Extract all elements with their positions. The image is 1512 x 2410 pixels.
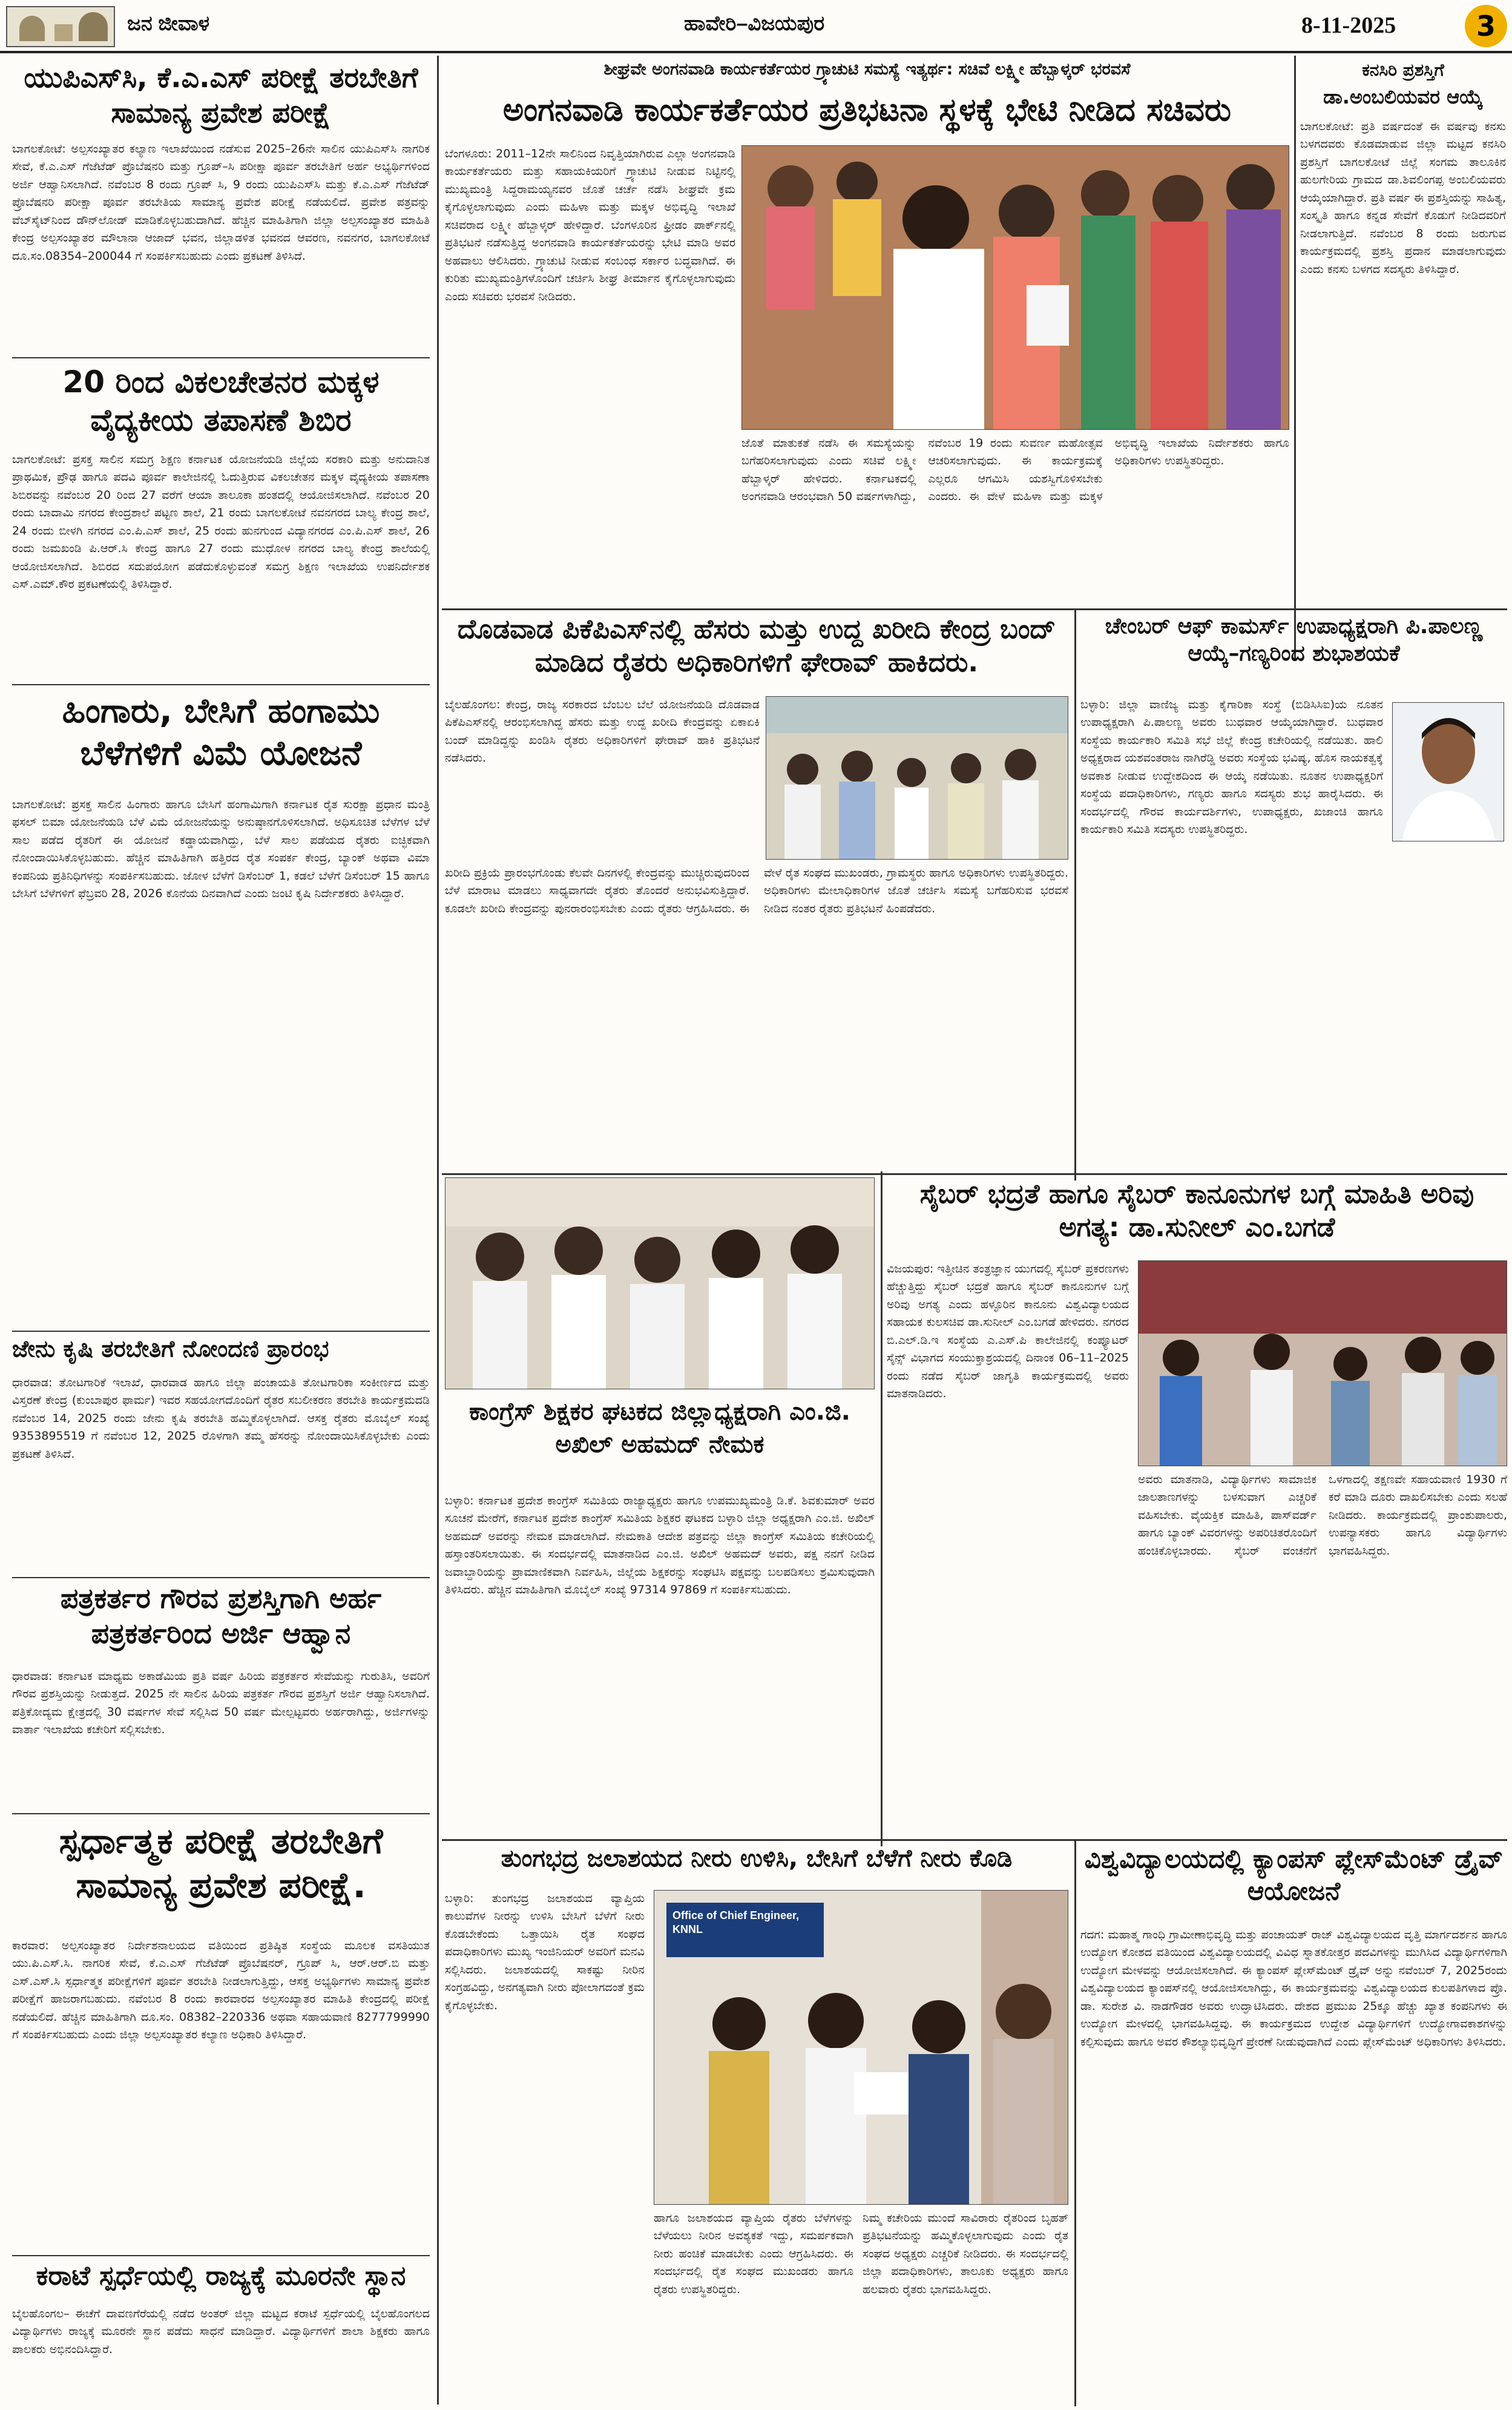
b2-body-b: ಖರೀದಿ ಪ್ರಕ್ರಿಯೆ ಪ್ರಾರಂಭಗೊಂಡು ಕೆಲವೇ ದಿನಗಳಲ್ಲಿ ಕೇಂದ್ರವನ್ನು ಮುಚ್ಚಿರುವುದರಿಂದ ಬೆಳೆ ಮಾರಾಟ ಮಾಡಲು ಸಾಧ್ಯವಾಗದೇ ರೈತರು ತೊಂದರೆ ಅನುಭವಿಸುತ್ತಿದ್ದಾರೆ. ಕೂಡಲೇ ಖರೀದಿ ಕೇಂದ್ರವನ್ನು ಪುನರಾರಂಭಿಸಬೇಕು ಎಂದು ರೈತರು ಆಗ್ರಹಿಸಿದರು. ಈ ವೇಳೆ ರೈತ ಸಂಘದ ಮುಖಂಡರು, ಗ್ರಾಮಸ್ಥರು ಹಾಗೂ ಅಧಿಕಾರಿಗಳು ಉಪಸ್ಥಿತರಿದ್ದರು. ಅಧಿಕಾರಿಗಳು ಮೇಲಾಧಿಕಾರಿಗಳ ಜೊತೆ ಚರ್ಚಿಸಿ ಸಮಸ್ಯೆ ಬಗೆಹರಿಸುವ ಭರವಸೆ ನೀಡಿದ ನಂತರ ರೈತರು ಪ್ರತಿಭಟನೆ ಹಿಂಪಡೆದರು. xyxy=(445,866,1068,915)
c1-body: ಬಳ್ಳಾರಿ: ಕರ್ನಾಟಕ ಪ್ರದೇಶ ಕಾಂಗ್ರೆಸ್ ಸಮಿತಿಯ ರಾಜ್ಯಾಧ್ಯಕ್ಷರು ಹಾಗೂ ಉಪಮುಖ್ಯಮಂತ್ರಿ ಡಿ.ಕೆ. ಶಿವಕುಮಾರ್ ಅವರ ಸೂಚನೆ ಮೇರೆಗೆ, ಕರ್ನಾಟಕ ಪ್ರದೇಶ ಕಾಂಗ್ರೆಸ್ ಸಮಿತಿಯ ಶಿಕ್ಷಕರ ಘಟಕದ ಬಳ್ಳಾರಿ ಜಿಲ್ಲಾ ಅಧ್ಯಕ್ಷರಾಗಿ ಎಂ.ಜಿ. ಅಖಿಲ್ ಅಹಮದ್ ಅವರನ್ನು ನೇಮಕ ಮಾಡಲಾಗಿದೆ. ನೇಮಕಾತಿ ಆದೇಶ ಪತ್ರವನ್ನು ಜಿಲ್ಲಾ ಕಾಂಗ್ರೆಸ್ ಸಮಿತಿಯ ಕಚೇರಿಯಲ್ಲಿ ಹಸ್ತಾಂತರಿಸಲಾಯಿತು. ಈ ಸಂದರ್ಭದಲ್ಲಿ ಮಾತನಾಡಿದ ಎಂ.ಜಿ. ಅಖಿಲ್ ಅಹಮದ್ ಅವರು, ಪಕ್ಷ ನನಗೆ ನೀಡಿದ ಜವಾಬ್ದಾರಿಯನ್ನು ಪ್ರಾಮಾಣಿಕವಾಗಿ ನಿರ್ವಹಿಸಿ, ಜಿಲ್ಲೆಯ ಶಿಕ್ಷಕರನ್ನು ಸಂಘಟಿಸಿ ಪಕ್ಷವನ್ನು ಬಲಪಡಿಸಲು ಶ್ರಮಿಸುವುದಾಗಿ ತಿಳಿಸಿದರು. ಹೆಚ್ಚಿನ ಮಾಹಿತಿಗಾಗಿ ಮೊಬೈಲ್ ಸಂಖ್ಯೆ 97314 97869 ಗೆ ಸಂಪರ್ಕಿಸಬಹುದು. xyxy=(445,1494,875,1597)
divider xyxy=(12,684,430,685)
column-rule xyxy=(1074,608,1076,1180)
d1-body-a: ಬಳ್ಳಾರಿ: ತುಂಗಭದ್ರ ಜಲಾಶಯದ ವ್ಯಾಪ್ತಿಯ ಕಾಲುವೆಗಳ ನೀರನ್ನು ಉಳಿಸಿ ಬೇಸಿಗೆ ಬೆಳೆಗೆ ನೀರು ಕೊಡಬೇಕೆಂದು ಒತ್ತಾಯಿಸಿ ರೈತ ಸಂಘದ ಪದಾಧಿಕಾರಿಗಳು ಮುಖ್ಯ ಇಂಜಿನಿಯರ್ ಅವರಿಗೆ ಮನವಿ ಸಲ್ಲಿಸಿದರು. ಜಲಾಶಯದಲ್ಲಿ ಸಾಕಷ್ಟು ನೀರಿನ ಸಂಗ್ರಹವಿದ್ದು, ಅನಗತ್ಯವಾಗಿ ನೀರು ಪೋಲಾಗದಂತೆ ಕ್ರಮ ಕೈಗೊಳ್ಳಬೇಕು. xyxy=(445,1892,645,2012)
edition-name: ಹಾವೇರಿ–ವಿಜಯಪುರ xyxy=(684,12,825,35)
column-rule xyxy=(1294,56,1296,661)
column-rule xyxy=(881,1171,883,1846)
main-body-left: ಬೆಂಗಳೂರು: 2011–12ನೇ ಸಾಲಿನಿಂದ ನಿವೃತ್ತಿಯಾಗಿರುವ ಎಲ್ಲಾ ಅಂಗನವಾಡಿ ಕಾರ್ಯಕರ್ತೆಯರು ಮತ್ತು ಸಹಾಯಕಿಯರಿಗೆ ಗ್ರ್ಯಾಚುಟಿ ನೀಡುವ ನಿಟ್ಟಿನಲ್ಲಿ ಮುಖ್ಯಮಂತ್ರಿ ಸಿದ್ದರಾಮಯ್ಯನವರ ಜೊತೆ ಚರ್ಚೆ ನಡೆಸಿ ಶೀಘ್ರವೇ ಕ್ರಮ ಕೈಗೊಳ್ಳಲಾಗುವುದು ಎಂದು ಮಹಿಳಾ ಮತ್ತು ಮಕ್ಕಳ ಅಭಿವೃದ್ಧಿ ಇಲಾಖೆ ಸಚಿವರಾದ ಲಕ್ಷ್ಮೀ ಹೆಬ್ಬಾಳ್ಕರ್ ಹೇಳಿದ್ದಾರೆ. ಬೆಂಗಳೂರಿನ ಫ್ರೀಡಂ ಪಾರ್ಕ್‌ನಲ್ಲಿ ಪ್ರತಿಭಟನೆ ನಡೆಸುತ್ತಿದ್ದ ಅಂಗನವಾಡಿ ಕಾರ್ಯಕರ್ತೆಯರನ್ನು ಭೇಟಿ ಮಾಡಿ ಅವರ ಅಹವಾಲು ಆಲಿಸಿದರು. ಗ್ರ್ಯಾಚುಟಿ ನೀಡುವ ಸಂಬಂಧ ಸರ್ಕಾರ ಬದ್ಧವಾಗಿದೆ. ಈ ಕುರಿತು ಮುಖ್ಯಮಂತ್ರಿಗಳೊಂದಿಗೆ ಚರ್ಚಿಸಿ ಶೀಘ್ರ ತೀರ್ಮಾನ ಕೈಗೊಳ್ಳಲಾಗುವುದು ಎಂದು ಸಚಿವರು ಭರವಸೆ ನೀಡಿದರು. xyxy=(445,147,735,303)
article-body-a5: ಧಾರವಾಡ: ಕರ್ನಾಟಕ ಮಾಧ್ಯಮ ಅಕಾಡೆಮಿಯ ಪ್ರತಿ ವರ್ಷ ಹಿರಿಯ ಪತ್ರಕರ್ತರ ಸೇವೆಯನ್ನು ಗುರುತಿಸಿ, ಅವರಿಗೆ ಗೌರವ ಪ್ರಶಸ್ತಿಯನ್ನು ನೀಡುತ್ತದೆ. 2025 ನೇ ಸಾಲಿನ ಹಿರಿಯ ಪತ್ರಕರ್ತ ಗೌರವ ಪ್ರಶಸ್ತಿಗೆ ಅರ್ಜಿ ಆಹ್ವಾನಿಸಲಾಗಿದೆ. ಪತ್ರಿಕೋದ್ಯಮ ಕ್ಷೇತ್ರದಲ್ಲಿ 30 ವರ್ಷಗಳ ಸೇವೆ ಸಲ್ಲಿಸಿದ 50 ವರ್ಷ ಮೇಲ್ಪಟ್ಟವರು ಅರ್ಹರಾಗಿದ್ದು, ಅರ್ಜಿಗಳನ್ನು ವಾರ್ತಾ ಇಲಾಖೆಯ ಕಚೇರಿಗೆ ಸಲ್ಲಿಸಬೇಕು. xyxy=(12,1670,430,1737)
c2-photo xyxy=(1138,1260,1507,1466)
d1-photo xyxy=(654,1890,1068,2205)
divider xyxy=(12,1577,430,1578)
side1-headline: ಡಾ.ಅಂಬಲಿಯವರ ಆಯ್ಕೆ xyxy=(1323,85,1483,108)
side1-kicker: ಕನಸಿರಿ ಪ್ರಶಸ್ತಿಗೆ xyxy=(1362,60,1444,80)
d1-body-b: ಹಾಗೂ ಜಲಾಶಯದ ವ್ಯಾಪ್ತಿಯ ರೈತರು ಬೆಳೆಗಳನ್ನು ಬೆಳೆಯಲು ನೀರಿನ ಅವಶ್ಯಕತೆ ಇದ್ದು, ಸಮರ್ಪಕವಾಗಿ ನೀರು ಹಂಚಿಕೆ ಮಾಡಬೇಕು ಎಂದು ಆಗ್ರಹಿಸಿದರು. ಈ ಸಂದರ್ಭದಲ್ಲಿ ರೈತ ಸಂಘದ ಮುಖಂಡರು ಹಾಗೂ ರೈತರು ಉಪಸ್ಥಿತರಿದ್ದರು. xyxy=(654,2211,853,2296)
headline-a7: ಕರಾಟೆ ಸ್ಪರ್ಧೆಯಲ್ಲಿ ರಾಜ್ಯಕ್ಕೆ ಮೂರನೇ ಸ್ಥಾನ xyxy=(36,2260,406,2291)
b3-headline: ಚೇಂಬರ್ ಆಫ್ ಕಾಮರ್ಸ್ ಉಪಾಧ್ಯಕ್ಷರಾಗಿ ಪಿ.ಪಾಲಣ್ಣ ಆಯ್ಕೆ–ಗಣ್ಯರಿಂದ ಶುಭಾಶಯಕೆ xyxy=(1105,614,1483,666)
article-body-a7: ಬೈಲಹೊಂಗಲ– ಈಚೆಗೆ ದಾವಣಗೆರೆಯಲ್ಲಿ ನಡೆದ ಅಂತರ್ ಜಿಲ್ಲಾ ಮಟ್ಟದ ಕರಾಟೆ ಸ್ಪರ್ಧೆಯಲ್ಲಿ ಬೈಲಹೊಂಗಲದ ವಿದ್ಯಾರ್ಥಿಗಳು ರಾಜ್ಯಕ್ಕೆ ಮೂರನೇ ಸ್ಥಾನ ಪಡೆದು ಸಾಧನೆ ಮಾಡಿದ್ದಾರೆ. ವಿದ್ಯಾರ್ಥಿಗಳಿಗೆ ಶಾಲಾ ಶಿಕ್ಷಕರು ಹಾಗೂ ಪಾಲಕರು ಅಭಿನಂದಿಸಿದ್ದಾರೆ. xyxy=(12,2307,430,2356)
article-body-a1: ಬಾಗಲಕೋಟೆ: ಅಲ್ಪಸಂಖ್ಯಾತರ ಕಲ್ಯಾಣ ಇಲಾಖೆಯಿಂದ ನಡೆಸುವ 2025–26ನೇ ಸಾಲಿನ ಯುಪಿಎಸ್‌ಸಿ ನಾಗರಿಕ ಸೇವೆ, ಕೆ.ಎ.ಎಸ್ ಗೆಜೆಟೆಡ್ ಪ್ರೊಬೆಷನರಿ ಮತ್ತು ಗ್ರೂಪ್–ಸಿ ಪರೀಕ್ಷಾ ಪೂರ್ವ ತರಬೇತಿಗೆ ಅರ್ಹ ಅಭ್ಯರ್ಥಿಗಳಿಂದ ಅರ್ಜಿ ಆಹ್ವಾನಿಸಲಾಗಿದೆ. ನವೆಂಬರ 8 ರಂದು ಗ್ರೂಪ್ ಸಿ, 9 ರಂದು ಯುಪಿಎಸ್‌ಸಿ ಮತ್ತು ಕೆ.ಎ.ಎಸ್ ಗೆಜೆಟೆಡ್ ಪ್ರೊಬೆಷನರಿ ಪರೀಕ್ಷಾ ಪೂರ್ವ ತರಬೇತಿಯ ಸಾಮಾನ್ಯ ಪ್ರವೇಶ ಪರೀಕ್ಷೆ ನಡೆಯಲಿದೆ. ಪ್ರವೇಶ ಪತ್ರವನ್ನು ವೆಬ್‌ಸೈಟ್‌ನಿಂದ ಡೌನ್‌ಲೋಡ್ ಮಾಡಿಕೊಳ್ಳಬಹುದಾಗಿದೆ. ಹೆಚ್ಚಿನ ಮಾಹಿತಿಗಾಗಿ ಜಿಲ್ಲಾ ಅಲ್ಪಸಂಖ್ಯಾತರ ಮಾಹಿತಿ ಕೇಂದ್ರ ಅಲ್ಪಸಂಖ್ಯಾತರ ಮೌಲಾನಾ ಆಜಾದ್ ಭವನ, ಜಿಲ್ಲಾಡಳಿತ ಭವನದ ಆವರಣ, ನವನಗರ, ಬಾಗಲಕೋಟೆ ದೂ.ಸಂ.08354–200044 ಗೆ ಸಂಪರ್ಕಿಸಬಹುದು ಎಂದು ಪ್ರಕಟಣೆ ತಿಳಿಸಿದೆ. xyxy=(12,142,430,263)
c1-photo-scene xyxy=(445,1178,875,1389)
paper-name: ಜನ ಜೀವಾಳ xyxy=(127,12,210,35)
divider xyxy=(12,2255,430,2256)
divider xyxy=(442,1839,1507,1841)
headline-a1: ಯುಪಿಎಸ್‌ಸಿ, ಕೆ.ಎ.ಎಸ್ ಪರೀಕ್ಷೆ ತರಬೇತಿಗೆ ಸಾಮಾನ್ಯ ಪ್ರವೇಶ ಪರೀಕ್ಷೆ xyxy=(24,61,418,129)
office-sign: Office of Chief Engineer, KNNL xyxy=(672,1909,800,1936)
c1-caption: ಕಾಂಗ್ರೆಸ್ ಶಿಕ್ಷಕರ ಘಟಕದ ಜಿಲ್ಲಾಧ್ಯಕ್ಷರಾಗಿ ಎಂ.ಜಿ. ಅಖಿಲ್ ಅಹಮದ್ ನೇಮಕ xyxy=(469,1398,850,1458)
divider xyxy=(442,608,1507,610)
b2-body-a: ಬೈಲಹೊಂಗಲ: ಕೇಂದ್ರ, ರಾಜ್ಯ ಸರಕಾರದ ಬೆಂಬಲ ಬೆಲೆ ಯೋಜನೆಯಡಿ ದೊಡವಾಡ ಪಿಕೆಪಿಎಸ್‌ನಲ್ಲಿ ಆರಂಭಿಸಲಾಗಿದ್ದ ಹೆಸರು ಮತ್ತು ಉದ್ದ ಖರೀದಿ ಕೇಂದ್ರವನ್ನು ಏಕಾಏಕಿ ಬಂದ್ ಮಾಡಿದ್ದನ್ನು ಖಂಡಿಸಿ ರೈತರು ಅಧಿಕಾರಿಗಳಿಗೆ ಘೇರಾವ್ ಹಾಕಿ ಪ್ರತಿಭಟನೆ ನಡೆಸಿದರು. xyxy=(445,698,760,765)
headline-a6: ಸ್ಪರ್ಧಾತ್ಮಕ ಪರೀಕ್ಷೆ ತರಬೇತಿಗೆ ಸಾಮಾನ್ಯ ಪ್ರವೇಶ ಪರೀಕ್ಷೆ. xyxy=(59,1820,383,1906)
column-rule xyxy=(1074,1840,1076,2406)
divider xyxy=(12,357,430,358)
issue-date: 8-11-2025 xyxy=(1301,13,1396,38)
main-kicker: ಶೀಘ್ರವೇ ಅಂಗನವಾಡಿ ಕಾರ್ಯಕರ್ತೆಯರ ಗ್ರ್ಯಾಚುಟಿ ಸಮಸ್ಯೆ ಇತ್ಯರ್ಥ: ಸಚಿವೆ ಲಕ್ಷ್ಮೀ ಹೆಬ್ಬಾಳ್ಕರ್ ಭರವಸೆ xyxy=(603,60,1131,79)
c2-body-a-cont xyxy=(887,1653,1129,1840)
portrait-scene xyxy=(1393,703,1504,841)
protest-photo xyxy=(741,145,1289,430)
paper-logo xyxy=(6,6,115,47)
divider xyxy=(12,1813,430,1814)
protest-photo-scene xyxy=(742,146,1289,430)
article-body-a2: ಬಾಗಲಕೋಟೆ: ಪ್ರಸಕ್ತ ಸಾಲಿನ ಸಮಗ್ರ ಶಿಕ್ಷಣ ಕರ್ನಾಟಕ ಯೋಜನೆಯಡಿ ಜಿಲ್ಲೆಯ ಸರಕಾರಿ ಮತ್ತು ಅನುದಾನಿತ ಪ್ರಾಥಮಿಕ, ಪ್ರೌಢ ಹಾಗೂ ಪದವಿ ಪೂರ್ವ ಕಾಲೇಜಿನಲ್ಲಿ ಓದುತ್ತಿರುವ ವಿಕಲಚೇತನ ಮಕ್ಕಳ ವೈದ್ಯಕೀಯ ತಪಾಸಣಾ ಶಿಬಿರವನ್ನು ನವೆಂಬರ 20 ರಿಂದ 27 ವರೆಗೆ ಆಯಾ ತಾಲೂಕಾ ಹಂತದಲ್ಲಿ ಆಯೋಜಿಸಲಾಗಿದೆ. ನವೆಂಬರ 20 ರಂದು ಬಾದಾಮಿ ನಗರದ ಕೇಂದ್ರಶಾಲೆ ಪಟ್ಟಣ ಶಾಲೆ, 21 ರಂದು ಬಾಗಲಕೋಟೆ ನವನಗರದ ಬಾಲ್ಯ ಕೇಂದ್ರ ಶಾಲೆ, 24 ರಂದು ಬೀಳಗಿ ನಗರದ ಎಂ.ಪಿ.ಎಸ್ ಶಾಲೆ, 25 ರಂದು ಹುನಗುಂದ ವಿದ್ಯಾನಗರದ ಎಂ.ಪಿ.ಎಸ್ ಶಾಲೆ, 26 ರಂದು ಜಮಖಂಡಿ ಪಿ.ಆರ್.ಸಿ ಕೇಂದ್ರ ಹಾಗೂ 27 ರಂದು ಮುಧೋಳ ನಗರದ ಬಾಲ್ಯ ಕೇಂದ್ರ ಶಾಲೆಯಲ್ಲಿ ಆಯೋಜಿಸಲಾಗಿದೆ. ಶಿಬಿರದ ಸದುಪಯೋಗ ಪಡೆದುಕೊಳ್ಳುವಂತೆ ಸಮಗ್ರ ಶಿಕ್ಷಣ ಇಲಾಖೆಯ ಉಪನಿರ್ದೇಶಕ ಎಸ್.ಎಮ್.ಕೌರ ಪ್ರಕಟಣೆಯಲ್ಲಿ ತಿಳಿಸಿದ್ದಾರೆ. xyxy=(12,453,430,591)
main-headline: ಅಂಗನವಾಡಿ ಕಾರ್ಯಕರ್ತೆಯರ ಪ್ರತಿಭಟನಾ ಸ್ಥಳಕ್ಕೆ ಭೇಟಿ ನೀಡಿದ ಸಚಿವರು xyxy=(502,92,1232,128)
b3-body: ಬಳ್ಳಾರಿ: ಜಿಲ್ಲಾ ವಾಣಿಜ್ಯ ಮತ್ತು ಕೈಗಾರಿಕಾ ಸಂಸ್ಥೆ (ಬಿಡಿಸಿಸಿಐ)ಯ ನೂತನ ಉಪಾಧ್ಯಕ್ಷರಾಗಿ ಪಿ.ಪಾಲಣ್ಣ ಅವರು ಬುಧವಾರ ಆಯ್ಕೆಯಾಗಿದ್ದಾರೆ. ಬುಧವಾರ ಸಂಸ್ಥೆಯ ಕಾರ್ಯಕಾರಿ ಸಮಿತಿ ಸಭೆ ಜಿಲ್ಲೆ ಕೇಂದ್ರ ಕಚೇರಿಯಲ್ಲಿ ನಡೆಯಿತು. ಹಾಲಿ ಅಧ್ಯಕ್ಷರಾದ ಯಶವಂತರಾಜ ನಾಗಿರೆಡ್ಡಿ ಅವರು ಸಂಸ್ಥೆಯ ಭವಿಷ್ಯ, ಹೊಸ ನಾಯಕತ್ವಕ್ಕೆ ಅವಕಾಶ ನೀಡುವ ಉದ್ದೇಶದಿಂದ ಈ ಆಯ್ಕೆ ನಡೆಯಿತು. ನೂತನ ಉಪಾಧ್ಯಕ್ಷರಿಗೆ ಸಂಸ್ಥೆಯ ಪದಾಧಿಕಾರಿಗಳು, ಗಣ್ಯರು ಹಾಗೂ ಸದಸ್ಯರು ಶುಭ ಹಾರೈಸಿದರು. ಈ ಸಂದರ್ಭದಲ್ಲಿ ಗೌರವ ಕಾರ್ಯದರ್ಶಿಗಳು, ಉಪಾಧ್ಯಕ್ಷರು, ಖಜಾಂಚಿ ಹಾಗೂ ಕಾರ್ಯಕಾರಿ ಸಮಿತಿ ಸದಸ್ಯರು ಉಪಸ್ಥಿತರಿದ್ದರು. xyxy=(1080,698,1383,837)
c2-body-b: ಅವರು ಮಾತನಾಡಿ, ವಿದ್ಯಾರ್ಥಿಗಳು ಸಾಮಾಜಿಕ ಜಾಲತಾಣಗಳನ್ನು ಬಳಸುವಾಗ ಎಚ್ಚರಿಕೆ ವಹಿಸಬೇಕು. ವೈಯಕ್ತಿಕ ಮಾಹಿತಿ, ಪಾಸ್‌ವರ್ಡ್ ಹಾಗೂ ಬ್ಯಾಂಕ್ ವಿವರಗಳನ್ನು ಅಪರಿಚಿತರೊಂದಿಗೆ ಹಂಚಿಕೊಳ್ಳಬಾರದು. ಸೈಬರ್ ವಂಚನೆಗೆ ಒಳಗಾದಲ್ಲಿ ತಕ್ಷಣವೇ ಸಹಾಯವಾಣಿ 1930 ಗೆ ಕರೆ ಮಾಡಿ ದೂರು ದಾಖಲಿಸಬೇಕು ಎಂದು ಸಲಹೆ ನೀಡಿದರು. ಕಾರ್ಯಕ್ರಮದಲ್ಲಿ ಪ್ರಾಂಶುಪಾಲರು, ಉಪನ್ಯಾಸಕರು ಹಾಗೂ ವಿದ್ಯಾರ್ಥಿಗಳು ಭಾಗವಹಿಸಿದ್ದರು. xyxy=(1138,1473,1507,1558)
b2-photo xyxy=(766,696,1068,860)
main-body-bottom: ಜೊತೆ ಮಾತುಕತೆ ನಡೆಸಿ ಈ ಸಮಸ್ಯೆಯನ್ನು ಬಗೆಹರಿಸಲಾಗುವುದು ಎಂದು ಸಚಿವೆ ಲಕ್ಷ್ಮೀ ಹೆಬ್ಬಾಳ್ಕರ್ ಹೇಳಿದರು. ಕರ್ನಾಟಕದಲ್ಲಿ ಅಂಗನವಾಡಿ ಆರಂಭವಾಗಿ 50 ವರ್ಷಗಳಾಗಿದ್ದು, ನವೆಂಬರ 19 ರಂದು ಸುವರ್ಣ ಮಹೋತ್ಸವ ಆಚರಿಸಲಾಗುವುದು. ಈ ಕಾರ್ಯಕ್ರಮಕ್ಕೆ ಎಲ್ಲರೂ ಆಗಮಿಸಿ ಯಶಸ್ವಿಗೊಳಿಸಬೇಕು ಎಂದರು. ಈ ವೇಳೆ ಮಹಿಳಾ ಮತ್ತು ಮಕ್ಕಳ ಅಭಿವೃದ್ಧಿ ಇಲಾಖೆಯ ನಿರ್ದೇಶಕರು ಹಾಗೂ ಅಧಿಕಾರಿಗಳು ಉಪಸ್ಥಿತರಿದ್ದರು. xyxy=(741,436,1289,504)
headline-a2: 20 ರಿಂದ ವಿಕಲಚೇತನರ ಮಕ್ಕಳ ವೈದ್ಯಕೀಯ ತಪಾಸಣೆ ಶಿಬಿರ xyxy=(62,364,380,438)
d1-body-c: ನಿಮ್ಮ ಕಚೇರಿಯ ಮುಂದೆ ಸಾವಿರಾರು ರೈತರಿಂದ ಬೃಹತ್ ಪ್ರತಿಭಟನೆಯನ್ನು ಹಮ್ಮಿಕೊಳ್ಳಲಾಗುವುದು ಎಂದು ರೈತ ಸಂಘದ ಅಧ್ಯಕ್ಷರು ಎಚ್ಚರಿಕೆ ನೀಡಿದರು. ಈ ಸಂದರ್ಭದಲ್ಲಿ ಜಿಲ್ಲಾ ಪದಾಧಿಕಾರಿಗಳು, ತಾಲೂಕು ಅಧ್ಯಕ್ಷರು ಹಾಗೂ ಹಲವಾರು ರೈತರು ಭಾಗವಹಿಸಿದ್ದರು. xyxy=(863,2211,1068,2296)
divider xyxy=(12,1331,430,1332)
c2-body-a: ವಿಜಯಪುರ: ಇತ್ತೀಚಿನ ತಂತ್ರಜ್ಞಾನ ಯುಗದಲ್ಲಿ ಸೈಬರ್ ಪ್ರಕರಣಗಳು ಹೆಚ್ಚುತ್ತಿದ್ದು ಸೈಬರ್ ಭದ್ರತೆ ಹಾಗೂ ಸೈಬರ್ ಕಾನೂನುಗಳ ಬಗ್ಗೆ ಅರಿವು ಅಗತ್ಯ ಎಂದು ಹಳ್ಳೂರಿನ ಕಾನೂನು ವಿಶ್ವವಿದ್ಯಾಲಯದ ಸಹಾಯಕ ಕುಲಸಚಿವ ಡಾ.ಸುನೀಲ್ ಎಂ.ಬಗಡೆ ಹೇಳಿದರು. ನಗರದ ಬಿ.ಎಲ್.ಡಿ.ಇ ಸಂಸ್ಥೆಯ ಎ.ಎಸ್.ಪಿ ಕಾಲೇಜಿನಲ್ಲಿ ಕಂಪ್ಯೂಟರ್ ಸೈನ್ಸ್ ವಿಭಾಗದ ಸಂಯುಕ್ತಾಶ್ರಯದಲ್ಲಿ ದಿನಾಂಕ 06–11–2025 ರಂದು ನಡೆದ ಸೈಬರ್ ಜಾಗೃತಿ ಕಾರ್ಯಕ್ರಮದಲ್ಲಿ ಅವರು ಮಾತನಾಡಿದರು. xyxy=(887,1262,1129,1401)
d2-headline: ವಿಶ್ವವಿದ್ಯಾಲಯದಲ್ಲಿ ಕ್ಯಾಂಪಸ್ ಪ್ಲೇಸ್‌ಮೆಂಟ್ ಡ್ರೈವ್ ಆಯೋಜನೆ xyxy=(1084,1844,1504,1906)
article-body-a3: ಬಾಗಲಕೋಟೆ: ಪ್ರಸಕ್ತ ಸಾಲಿನ ಹಿಂಗಾರು ಹಾಗೂ ಬೇಸಿಗೆ ಹಂಗಾಮಿಗಾಗಿ ಕರ್ನಾಟಕ ರೈತ ಸುರಕ್ಷಾ ಪ್ರಧಾನ ಮಂತ್ರಿ ಫಸಲ್ ಬಿಮಾ ಯೋಜನೆಯಡಿ ಬೆಳೆ ವಿಮೆ ಯೋಜನೆಯನ್ನು ಅನುಷ್ಠಾನಗೊಳಿಸಲಾಗಿದೆ. ಅಧಿಸೂಚಿತ ಬೆಳೆಗಳ ಬೆಳೆ ಸಾಲ ಪಡೆದ ರೈತರಿಗೆ ಈ ಯೋಜನೆ ಕಡ್ಡಾಯವಾಗಿದ್ದು, ಬೆಳೆ ಸಾಲ ಪಡೆಯದ ರೈತರು ಐಚ್ಛಿಕವಾಗಿ ನೋಂದಾಯಿಸಿಕೊಳ್ಳಬಹುದು. ಹೆಚ್ಚಿನ ಮಾಹಿತಿಗಾಗಿ ಹತ್ತಿರದ ರೈತ ಸಂಪರ್ಕ ಕೇಂದ್ರ, ಬ್ಯಾಂಕ್ ಅಥವಾ ವಿಮಾ ಕಂಪನಿಯ ಪ್ರತಿನಿಧಿಗಳನ್ನು ಸಂಪರ್ಕಿಸಬಹುದು. ಜೋಳ ಬೆಳೆಗೆ ಡಿಸೆಂಬರ್ 1, ಕಡಲೆ ಬೆಳೆಗೆ ಡಿಸೆಂಬರ್ 15 ಹಾಗೂ ಬೇಸಿಗೆ ಬೆಳೆಗಳಿಗೆ ಫೆಬ್ರವರಿ 28, 2026 ಕೊನೆಯ ದಿನವಾಗಿದೆ ಎಂದು ಜಂಟಿ ಕೃಷಿ ನಿರ್ದೇಶಕರು ತಿಳಿಸಿದ್ದಾರೆ. xyxy=(12,798,430,901)
b2-headline: ದೊಡವಾಡ ಪಿಕೆಪಿಎಸ್‌ನಲ್ಲಿ ಹೆಸರು ಮತ್ತು ಉದ್ದ ಖರೀದಿ ಕೇಂದ್ರ ಬಂದ್ ಮಾಡಿದ ರೈತರು ಅಧಿಕಾರಿಗಳಿಗೆ ಘೇರಾವ್ ಹಾಕಿದರು. xyxy=(457,614,1056,678)
portrait-photo xyxy=(1392,702,1504,841)
c2-photo-scene xyxy=(1139,1261,1507,1466)
headline-a3: ಹಿಂಗಾರು, ಬೇಸಿಗೆ ಹಂಗಾಮು ಬೆಳೆಗಳಿಗೆ ವಿಮೆ ಯೋಜನೆ xyxy=(62,691,380,773)
d1-headline: ತುಂಗಭದ್ರ ಜಲಾಶಯದ ನೀರು ಉಳಿಸಿ, ಬೇಸಿಗೆ ಬೆಳೆಗೆ ನೀರು ಕೊಡಿ xyxy=(501,1845,1013,1872)
page-number: 3 xyxy=(1465,5,1507,47)
column-rule xyxy=(437,56,439,2405)
headline-a5: ಪತ್ರಕರ್ತರ ಗೌರವ ಪ್ರಶಸ್ತಿಗಾಗಿ ಅರ್ಹ ಪತ್ರಕರ್ತರಿಂದ ಅರ್ಜಿ ಆಹ್ವಾನ xyxy=(60,1582,382,1650)
c1-photo xyxy=(445,1177,875,1389)
article-body-a6: ಕಾರವಾರ: ಅಲ್ಪಸಂಖ್ಯಾತರ ನಿರ್ದೇಶನಾಲಯದ ವತಿಯಿಂದ ಪ್ರತಿಷ್ಠಿತ ಸಂಸ್ಥೆಯ ಮೂಲಕ ವಸತಿಯುತ ಯು.ಪಿ.ಎಸ್.ಸಿ. ನಾಗರಿಕ ಸೇವೆ, ಕೆ.ಎ.ಎಸ್ ಗೆಜೆಟೆಡ್ ಪ್ರೊಬೆಷನರ್, ಗ್ರೂಪ್ ಸಿ, ಆರ್.ಆರ್.ಬಿ ಮತ್ತು ಎಸ್.ಎಸ್.ಸಿ ಸ್ಪರ್ಧಾತ್ಮಕ ಪರೀಕ್ಷೆಗಳಿಗೆ ಪೂರ್ವ ತರಬೇತಿ ನೀಡಲಾಗುತ್ತಿದ್ದು, ಆಸಕ್ತ ಅಭ್ಯರ್ಥಿಗಳು ಸಾಮಾನ್ಯ ಪ್ರವೇಶ ಪರೀಕ್ಷೆಗೆ ಹಾಜರಾಗಬಹುದು. ನವೆಂಬರ 8 ರಂದು ಕಾರವಾರದ ಅಲ್ಪಸಂಖ್ಯಾತರ ಮಾಹಿತಿ ಕೇಂದ್ರದಲ್ಲಿ ಪರೀಕ್ಷೆ ನಡೆಯಲಿದೆ. ಹೆಚ್ಚಿನ ಮಾಹಿತಿಗಾಗಿ ದೂ.ಸಂ. 08382–220336 ಅಥವಾ ಸಹಾಯವಾಣಿ 8277799990 ಗೆ ಸಂಪರ್ಕಿಸಬಹುದು ಎಂದು ಜಿಲ್ಲಾ ಅಲ್ಪಸಂಖ್ಯಾತರ ಕಲ್ಯಾಣ ಅಧಿಕಾರಿ ತಿಳಿಸಿದ್ದಾರೆ. xyxy=(12,1939,430,2042)
b2-photo-scene xyxy=(766,697,1068,860)
d2-body: ಗದಗ: ಮಹಾತ್ಮ ಗಾಂಧಿ ಗ್ರಾಮೀಣಾಭಿವೃದ್ಧಿ ಮತ್ತು ಪಂಚಾಯತ್ ರಾಜ್ ವಿಶ್ವವಿದ್ಯಾಲಯದ ವೃತ್ತಿ ಮಾರ್ಗದರ್ಶನ ಹಾಗೂ ಉದ್ಯೋಗ ಕೋಶದ ವತಿಯಿಂದ ವಿಶ್ವವಿದ್ಯಾಲಯದಲ್ಲಿ ವಿವಿಧ ಸ್ನಾತಕೋತ್ತರ ಪದವಿಗಳನ್ನು ಮುಗಿಸಿದ ವಿದ್ಯಾರ್ಥಿಗಳಿಗಾಗಿ ಉದ್ಯೋಗ ಮೇಳವನ್ನು ಆಯೋಜಿಸಲಾಗಿದೆ. ಈ ಕ್ಯಾಂಪಸ್ ಪ್ಲೇಸ್‌ಮೆಂಟ್ ಡ್ರೈವ್ ಅನ್ನು ನವೆಂಬರ್ 7, 2025ರಂದು ವಿಶ್ವವಿದ್ಯಾಲಯದ ಕ್ಯಾಂಪಸ್‌ನಲ್ಲಿ ಆಯೋಜಿಸಲಾಗಿದ್ದು, ಈ ಕಾರ್ಯಕ್ರಮವನ್ನು ವಿಶ್ವವಿದ್ಯಾಲಯದ ಕುಲಪತಿಗಳಾದ ಪ್ರೊ. ಡಾ. ಸುರೇಶ ವಿ. ನಾಡಗೌಡರ ಅವರು ಉದ್ಘಾಟಿಸಿದರು. ದೇಶದ ಪ್ರಮುಖ 25ಕ್ಕೂ ಹೆಚ್ಚು ಖ್ಯಾತ ಕಂಪನಿಗಳು ಈ ಉದ್ಯೋಗ ಮೇಳದಲ್ಲಿ ಭಾಗವಹಿಸಿದ್ದವು. ಈ ಕಾರ್ಯಕ್ರಮದ ಉದ್ದೇಶ ವಿದ್ಯಾರ್ಥಿಗಳಿಗೆ ಉದ್ಯೋಗಾವಕಾಶಗಳನ್ನು ಕಲ್ಪಿಸುವುದು ಹಾಗೂ ಅವರ ಕೌಶಲ್ಯಾಭಿವೃದ್ಧಿಗೆ ಪ್ರೇರಣೆ ನೀಡುವುದಾಗಿದೆ ಎಂದು ಪ್ಲೇಸ್‌ಮೆಂಟ್ ಅಧಿಕಾರಿಗಳು ತಿಳಿಸಿದರು. xyxy=(1080,1928,1507,2049)
article-body-a4: ಧಾರವಾಡ: ತೋಟಗಾರಿಕೆ ಇಲಾಖೆ, ಧಾರವಾಡ ಹಾಗೂ ಜಿಲ್ಲಾ ಪಂಚಾಯತಿ ತೋಟಗಾರಿಕಾ ಸಂಕೀರ್ಣದ ಮತ್ತು ವಿಸ್ತರಣೆ ಕೇಂದ್ರ (ಕುಂಬಾಪುರ ಫಾರ್ಮ) ಇವರ ಸಹಯೋಗದೊಂದಿಗೆ ರೈತರ ಸಬಲೀಕರಣ ತರಬೇತಿ ಕಾರ್ಯಕ್ರಮದಡಿ ನವೆಂಬರ 14, 2025 ರಂದು ಜೇನು ಕೃಷಿ ತರಬೇತಿ ಹಮ್ಮಿಕೊಳ್ಳಲಾಗಿದೆ. ಆಸಕ್ತ ರೈತರು ಮೊಬೈಲ್ ಸಂಖ್ಯೆ 9353895519 ಗೆ ನವೆಂಬರ 12, 2025 ರೊಳಗಾಗಿ ತಮ್ಮ ಹೆಸರನ್ನು ನೋಂದಾಯಿಸಿಕೊಳ್ಳಬೇಕು ಎಂದು ಪ್ರಕಟಣೆ ತಿಳಿಸಿದೆ. xyxy=(12,1376,430,1461)
side1-body: ಬಾಗಲಕೋಟೆ: ಪ್ರತಿ ವರ್ಷದಂತೆ ಈ ವರ್ಷವು ಕನಸು ಬಳಗದವರು ಕೊಡಮಾಡುವ ಜಿಲ್ಲಾ ಮಟ್ಟದ ಕನಸಿರಿ ಪ್ರಶಸ್ತಿಗೆ ಬಾಗಲಕೋಟೆ ಜಿಲ್ಲೆ ಸಂಗಮ ತಾಲೂಕಿನ ಹುಲಗೇರಿಯ ಗ್ರಾಮದ ಡಾ.ಶಿವಲಿಂಗಪ್ಪ ಅಂಬಲಿಯವರು ಆಯ್ಕೆಯಾಗಿದ್ದಾರೆ. ಪ್ರತಿ ವರ್ಷ ಈ ಪ್ರಶಸ್ತಿಯನ್ನು ಸಾಹಿತ್ಯ, ಸಂಸ್ಕೃತಿ ಹಾಗೂ ಕನ್ನಡ ಸೇವೆಗೆ ಕೊಡುಗೆ ನೀಡಿದವರಿಗೆ ನೀಡಲಾಗುತ್ತಿದೆ. ನವೆಂಬರ 8 ರಂದು ಜರುಗುವ ಕಾರ್ಯಕ್ರಮದಲ್ಲಿ ಪ್ರಶಸ್ತಿ ಪ್ರದಾನ ಮಾಡಲಾಗುವುದು ಎಂದು ಕನಸು ಬಳಗದ ಸದಸ್ಯರು ತಿಳಿಸಿದ್ದಾರೆ. xyxy=(1300,120,1506,276)
c2-headline: ಸೈಬರ್ ಭದ್ರತೆ ಹಾಗೂ ಸೈಬರ್ ಕಾನೂನುಗಳ ಬಗ್ಗೆ ಮಾಹಿತಿ ಅರಿವು ಅಗತ್ಯ: ಡಾ.ಸುನೀಲ್ ಎಂ.ಬಗಡೆ xyxy=(919,1179,1474,1243)
headline-a4: ಜೇನು ಕೃಷಿ ತರಬೇತಿಗೆ ನೋಂದಣಿ ಪ್ರಾರಂಭ xyxy=(12,1335,329,1362)
divider xyxy=(442,1173,1507,1175)
